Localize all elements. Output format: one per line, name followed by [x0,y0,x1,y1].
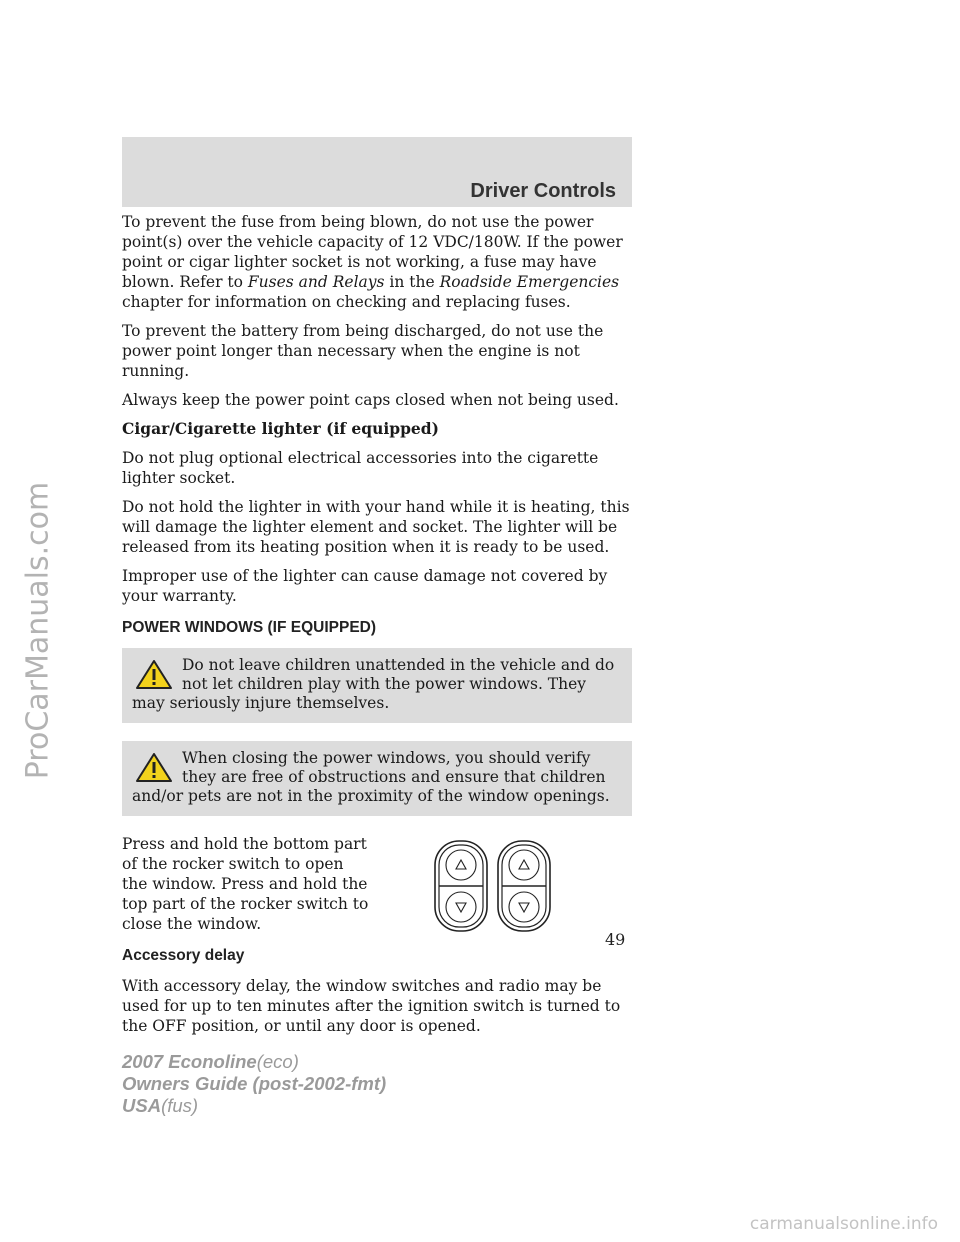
window-switch-section [122,834,632,934]
power-windows-heading: POWER WINDOWS (IF EQUIPPED) [122,619,377,636]
warning-triangle-icon [134,658,174,690]
site-watermark: carmanualsonline.info [749,1214,938,1234]
accessory-delay-heading: Accessory delay [122,947,245,964]
watermark [18,370,58,890]
warning-box-obstructions [122,741,632,816]
paragraph-accessories: Do not plug optional electrical accessories into the cigarette lighter socket. [122,449,599,487]
footer-line-1 [122,1051,386,1073]
warning-box-children [122,648,632,723]
warning-text-obstructions: When closing the power windows, you should verify they are free of obstructions and ensure that children and/or pets are not in the proximity of the window openings. [132,749,610,805]
window-switch-illustration [432,838,568,934]
footer-guide: Owners Guide (post-2002-fmt) [122,1073,387,1094]
warning-triangle-icon [134,751,174,783]
lighter-heading: Cigar/Cigarette lighter (if equipped) [122,419,439,438]
watermark-text: ProCarManuals.com [20,481,56,779]
paragraph-fuse-text-c: chapter for information on checking and replacing fuses. [122,293,571,311]
paragraph-heating: Do not hold the lighter in with your hand while it is heating, this will damage the lighter element and socket. The lighter will be released from its heating position when it is ready to be used. [122,498,630,556]
paragraph-warranty: Improper use of the lighter can cause damage not covered by your warranty. [122,567,608,605]
page-content [122,212,632,1045]
paragraph-caps: Always keep the power point caps closed when not being used. [122,391,619,409]
footer-line-2 [122,1073,386,1095]
warning-text-children: Do not leave children unattended in the vehicle and do not let children play with the power windows. They may seriously injure themselves. [132,656,615,712]
footer-line-3 [122,1095,386,1117]
paragraph-rocker-switch: Press and hold the bottom part of the rocker switch to open the window. Press and hold the top part of the rocker switch to close the window. [122,835,369,933]
paragraph-fuse-text-a: To prevent the fuse from being blown, do not use the power point(s) over the vehicle capacity of 12 VDC/180W. If the power point or cigar lighter socket is not working, a fuse may have blown. Refer to [122,213,623,291]
paragraph-fuse-text-b: in the [384,273,440,291]
footer-region: USA [122,1095,162,1116]
rocker-switch-right [498,841,550,931]
paragraph-battery: To prevent the battery from being discharged, do not use the power point longer than necessary when the engine is not running. [122,322,604,380]
ref-roadside-emergencies: Roadside Emergencies [439,273,620,291]
document-footer [122,1051,386,1117]
page-number: 49 [605,930,626,949]
footer-model-code: (eco) [256,1051,299,1072]
section-header [122,137,632,207]
rocker-switch-left [435,841,487,931]
footer-region-code: (fus) [161,1095,199,1116]
paragraph-accessory-delay: With accessory delay, the window switches and radio may be used for up to ten minutes after the ignition switch is turned to the OFF position, or until any door is opened. [122,977,621,1035]
footer-model: 2007 Econoline [122,1051,257,1072]
paragraph-fuse [122,212,632,312]
section-title: Driver Controls [470,180,616,202]
ref-fuses-and-relays: Fuses and Relays [247,273,385,291]
